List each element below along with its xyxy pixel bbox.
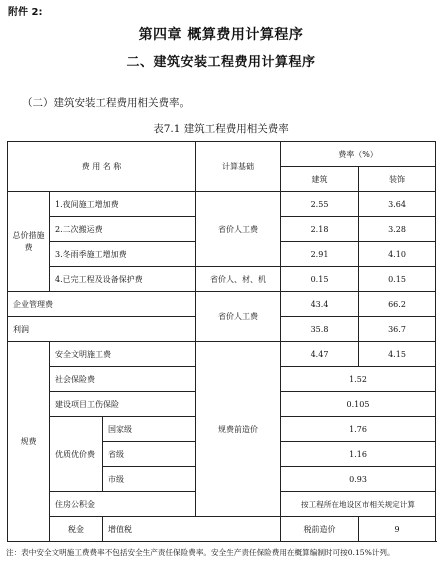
level-name: 国家级 <box>103 417 196 442</box>
row-name: 安全文明施工费 <box>50 342 196 367</box>
rate-merged: 0.93 <box>281 467 436 492</box>
category-tax: 税金 <box>50 517 103 542</box>
subsection-title: （二）建筑安装工程费用相关费率。 <box>22 97 190 109</box>
attachment-label: 附件 2: <box>8 7 43 18</box>
row-name: 住房公积金 <box>50 492 196 517</box>
rate-decoration: 66.2 <box>359 292 436 317</box>
rate-construction: 4.47 <box>281 342 359 367</box>
level-name: 省级 <box>103 442 196 467</box>
row-name: 3.冬雨季施工增加费 <box>50 242 196 267</box>
rate-decoration: 4.10 <box>359 242 436 267</box>
row-name: 建设项目工伤保险 <box>50 392 196 417</box>
category-total-measures: 总价措施费 <box>8 192 50 292</box>
table-row <box>8 192 436 217</box>
header-calc-base: 计算基础 <box>196 142 281 192</box>
row-name: 利润 <box>8 317 196 342</box>
rate-construction: 35.8 <box>281 317 359 342</box>
rate-construction: 43.4 <box>281 292 359 317</box>
category-fees: 规费 <box>8 342 50 542</box>
header-construction: 建筑 <box>281 167 359 192</box>
rate-decoration: 3.28 <box>359 217 436 242</box>
row-name: 企业管理费 <box>8 292 196 317</box>
rate-decoration: 3.64 <box>359 192 436 217</box>
level-name: 市级 <box>103 467 196 492</box>
calc-base-pre-tax: 税前造价 <box>281 517 359 542</box>
table-row <box>8 517 436 542</box>
header-rate: 费率（%） <box>281 142 436 167</box>
table-row <box>8 342 436 367</box>
row-name: 社会保险费 <box>50 367 196 392</box>
table-caption: 表7.1 建筑工程费用相关费率 <box>153 123 289 135</box>
fee-rate-table <box>7 141 436 542</box>
row-name: 2.二次搬运费 <box>50 217 196 242</box>
chapter-title: 第四章 概算费用计算程序 <box>138 27 304 43</box>
rate-merged: 1.16 <box>281 442 436 467</box>
row-name-priority: 优质优价费 <box>50 417 103 492</box>
header-decoration: 装饰 <box>359 167 436 192</box>
rate-construction: 2.55 <box>281 192 359 217</box>
header-fee-name: 费 用 名 称 <box>8 142 196 192</box>
calc-base-labor: 省价人工费 <box>196 192 281 267</box>
rate-merged: 按工程所在地设区市相关规定计算 <box>281 492 436 517</box>
row-name: 增值税 <box>103 517 281 542</box>
table-row <box>8 267 436 292</box>
footnote: 注：表中安全文明施工费费率不包括安全生产责任保险费率。安全生产责任保险费用在概算编制时可按0.15%计列。 <box>6 548 395 557</box>
section-title: 二、建筑安装工程费用计算程序 <box>126 55 316 70</box>
rate-construction: 2.91 <box>281 242 359 267</box>
calc-base-labor-mgmt: 省价人工费 <box>196 292 281 342</box>
rate-merged: 1.76 <box>281 417 436 442</box>
rate-merged: 9 <box>359 517 436 542</box>
table-row <box>8 292 436 317</box>
rate-construction: 2.18 <box>281 217 359 242</box>
calc-base-materials: 省价人、材、机 <box>196 267 281 292</box>
calc-base-pre-fee: 规费前造价 <box>196 342 281 517</box>
rate-decoration: 4.15 <box>359 342 436 367</box>
rate-decoration: 0.15 <box>359 267 436 292</box>
rate-merged: 1.52 <box>281 367 436 392</box>
rate-merged: 0.105 <box>281 392 436 417</box>
rate-construction: 0.15 <box>281 267 359 292</box>
rate-decoration: 36.7 <box>359 317 436 342</box>
row-name: 4.已完工程及设备保护费 <box>50 267 196 292</box>
row-name: 1.夜间施工增加费 <box>50 192 196 217</box>
